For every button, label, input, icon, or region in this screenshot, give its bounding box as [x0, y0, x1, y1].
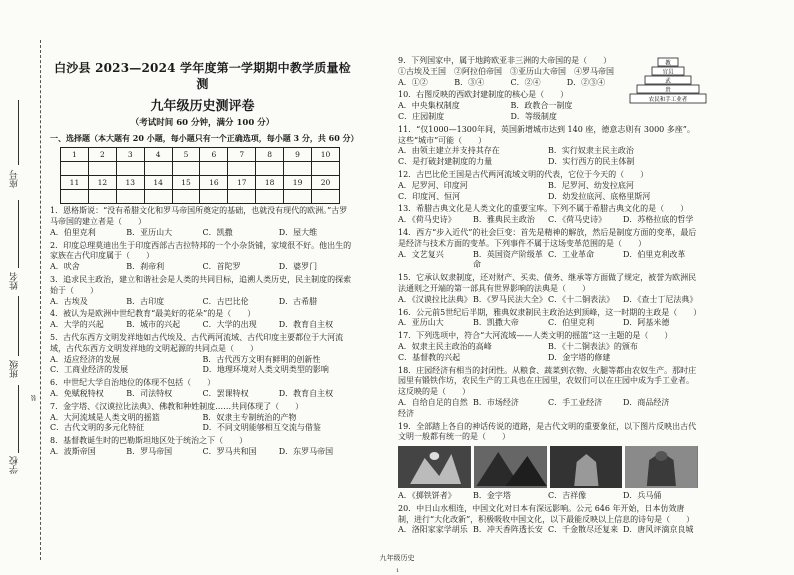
option: D．地理环境对人类文明类型的影响 — [202, 365, 329, 375]
answer-box[interactable] — [61, 190, 89, 204]
exam-meta: （考试时间 60 分钟，满分 100 分） — [130, 117, 275, 128]
answer-box[interactable] — [228, 162, 256, 176]
name-line — [18, 200, 19, 268]
option: D．《查士丁尼法典》 — [623, 294, 698, 304]
question-17 — [398, 331, 698, 363]
question-stem: 8．基督教诞生时的巴勒斯坦地区处于统治之下（ ） — [50, 436, 248, 446]
page-footer: 九年级历史 — [379, 554, 415, 562]
question-options — [398, 250, 698, 272]
answer-box[interactable] — [88, 162, 116, 176]
option: C．《十二铜表法》 — [548, 294, 615, 304]
question-options — [50, 389, 355, 400]
option: A．自给自足的自然经济 — [398, 397, 468, 418]
question-stem: 19．全部踏上各自的神话传说的道路，是古代文明的重要象征，以下图片反映出古代文明一般都有统一的是（ ） — [398, 421, 697, 442]
grid-cell: 17 — [228, 176, 256, 190]
option: C．②④ — [510, 77, 541, 87]
option: A．亚历山大 — [398, 318, 444, 328]
question-options — [398, 525, 698, 536]
option: A．免赋税特权 — [50, 388, 104, 398]
seat-line — [18, 100, 19, 165]
grid-number-row-1 — [61, 148, 340, 162]
option: A．①② — [398, 77, 428, 87]
option: D．苏格拉底的哲学 — [623, 215, 694, 225]
option: A．《汉谟拉比法典》 — [398, 294, 472, 304]
answer-box[interactable] — [88, 190, 116, 204]
right-column — [398, 54, 702, 536]
option: D．兵马俑 — [623, 491, 662, 501]
grid-cell: 5 — [172, 148, 200, 162]
answer-box[interactable] — [312, 190, 340, 204]
grid-cell: 4 — [144, 148, 172, 162]
grid-cell: 3 — [116, 148, 144, 162]
answer-grid — [60, 147, 340, 204]
exam-title: 白沙县 2023—2024 学年度第一学期期中教学质量检测 — [54, 61, 351, 92]
question-stem: 18．庄园经济有相当的封闭性。从粮食、蔬菜到衣物、火腿等都由农奴生产。那时庄园里有锻铁作坊，农民生产的工具也在庄园里，农奴们可以在庄园中成为手工业者。这反映的是（ ） — [398, 365, 697, 397]
question-6 — [50, 378, 355, 400]
question-3 — [50, 275, 355, 307]
question-2 — [50, 241, 355, 273]
answer-box[interactable] — [256, 190, 284, 204]
left-column — [50, 60, 359, 458]
option: D．阿基米德 — [623, 318, 670, 328]
question-16 — [398, 307, 702, 330]
option: A．尼罗河、印度河 — [398, 180, 468, 190]
answer-box[interactable] — [172, 162, 200, 176]
question-14 — [398, 228, 698, 271]
question-12 — [398, 170, 698, 202]
question-options — [398, 342, 698, 364]
question-options — [50, 262, 355, 273]
statue-image — [550, 446, 623, 488]
option: D．教育自主权 — [278, 388, 334, 398]
option: B．罗马帝国 — [126, 446, 173, 456]
question-options — [50, 447, 355, 458]
grid-cell: 1 — [61, 148, 89, 162]
question-10 — [398, 90, 623, 122]
grid-answer-row-2 — [61, 190, 340, 204]
option: B．政教合一制度 — [510, 101, 573, 111]
question-stem: 11．“仅1000—1300年间，英国新增城市达到 140 座，德意志则有 3000 多座”。这些“城市”可能（ ） — [398, 124, 695, 145]
option: B．奴隶主专制统治的产物 — [202, 412, 297, 422]
grid-cell: 10 — [312, 148, 340, 162]
option: D．唐风评滴京良城 — [623, 525, 694, 535]
answer-box[interactable] — [172, 190, 200, 204]
question-stem: 12．古巴比伦王国是古代两河流域文明的代表，它位于今天的（ ） — [398, 169, 649, 179]
question-19 — [398, 422, 698, 502]
option: B．市场经济 — [473, 397, 519, 407]
question-18 — [398, 366, 698, 420]
option: D．等级制度 — [510, 111, 557, 121]
pyramid-level-3: 武 — [665, 78, 671, 85]
question-8 — [50, 436, 355, 458]
answer-box[interactable] — [61, 162, 89, 176]
pyramid-level-2: 官员 — [662, 69, 674, 76]
binding-dashed-line — [40, 40, 41, 560]
grid-cell: 18 — [256, 176, 284, 190]
question-options — [398, 215, 698, 226]
question-19-images — [398, 446, 698, 488]
option: A．古埃及 — [50, 296, 88, 306]
option: B．司法特权 — [126, 388, 173, 398]
option: A．《荷马史诗》 — [398, 215, 456, 225]
pyramid-level-1: 教 — [665, 60, 671, 67]
question-7 — [50, 402, 355, 434]
option: B．实行奴隶主民主政治 — [548, 146, 634, 156]
option: C．罗马共和国 — [202, 446, 257, 456]
answer-box[interactable] — [144, 190, 172, 204]
option: B．金字塔 — [473, 491, 511, 501]
option: B．《十二铜表法》的颁布 — [548, 341, 638, 351]
option: A．由领主建立并支持其存在 — [398, 146, 500, 156]
question-subline: ①古埃及王国 ②阿拉伯帝国 ③亚历山大帝国 ④罗马帝国 — [398, 66, 614, 76]
question-stem: 13．希腊古典文化是人类文化的重要宝库。下列不属于希腊古典文化的是（ ） — [398, 204, 689, 214]
question-stem: 3．追求民主政治，建立和谐社会是人类的共同目标，追溯人类历史，民主制度的探索始于（ ） — [50, 274, 352, 295]
answer-box[interactable] — [200, 190, 228, 204]
question-stem: 14．西方“步入近代”的社会巨变：首先是精神的解放，然后是制度方面的变革，最后是经济与技术方面的变革。下列事件不属于这场变革范围的是（ ） — [398, 227, 697, 248]
question-stem: 17．下列选项中，符合“大河流域——人类文明的摇篮”这一主题的是（ ） — [398, 331, 673, 341]
grid-cell: 16 — [200, 176, 228, 190]
question-stem: 9．下列国家中，属于地跨欧亚非三洲的大帝国的是（ ） — [398, 56, 612, 65]
seat-label: 座号 — [10, 170, 20, 188]
grid-cell: 9 — [284, 148, 312, 162]
grid-cell: 19 — [284, 176, 312, 190]
option: A．波斯帝国 — [50, 446, 96, 456]
option: B．凯撒大帝 — [473, 318, 519, 328]
option: B．尼罗河、幼发拉底河 — [548, 180, 634, 190]
question-stem: 1．恩格斯说：“没有希腊文化和罗马帝国所奠定的基础，也就没有现代的欧洲。”古罗马帝国的建立者是（ ） — [50, 206, 348, 226]
option: C．工业革命 — [548, 249, 595, 259]
option: D．不同文明能够相互交流与借鉴 — [202, 423, 321, 433]
question-5 — [50, 333, 355, 376]
question-stem: 6．中世纪大学自治地位的体现不包括（ ） — [50, 378, 216, 388]
answer-box[interactable] — [284, 190, 312, 204]
question-stem: 4．被认为是欧洲中世纪教育“最美好的花朵”的是（ ） — [50, 309, 256, 319]
question-options — [50, 228, 355, 239]
grid-cell: 15 — [172, 176, 200, 190]
option: D．教育自主权 — [278, 320, 334, 330]
option: C．大学的出现 — [202, 320, 257, 330]
class-line — [18, 296, 19, 356]
question-stem: 5．古代东西方文明发祥地如古代埃及、古代两河流域、古代印度主要都位于大河流域，古代东西方文明发祥地的文明起源的共同点是（ ） — [50, 332, 344, 353]
page-number: 1 — [396, 568, 400, 574]
option: B．《罗马民法大全》 — [473, 294, 547, 304]
option: D．屋大维 — [278, 227, 318, 237]
question-stem: 7．金字塔、《汉谟拉比法典》、佛教和种姓制度……共同体现了（ ） — [50, 401, 304, 411]
question-options — [50, 413, 355, 435]
option: B．刹帝利 — [126, 262, 165, 272]
answer-box[interactable] — [228, 190, 256, 204]
option: A．奴隶主民主政治的高峰 — [398, 341, 492, 351]
option: C．工商业经济的发展 — [50, 365, 129, 375]
question-options — [50, 355, 355, 377]
option: D．金字塔的修建 — [548, 352, 611, 362]
option: A．文艺复兴 — [398, 249, 444, 259]
option: C．庄园制度 — [398, 111, 445, 121]
answer-box[interactable] — [116, 190, 144, 204]
question-options — [50, 320, 355, 331]
option: C．吉祥像 — [548, 491, 587, 501]
discus-thrower-image — [398, 446, 471, 488]
section-heading: 一、选择题（本大题有 20 小题，每小题只有一个正确选项，每小题 3 分，共 60 分） — [50, 133, 359, 144]
option: D．②③④ — [566, 77, 606, 87]
grid-cell: 6 — [200, 148, 228, 162]
pyramid-level-4: 贵 — [665, 87, 671, 94]
option: D．幼发拉底河、底格里斯河 — [548, 191, 651, 201]
question-options — [398, 491, 698, 502]
question-options — [398, 295, 698, 306]
exam-subtitle: 九年级历史测评卷 — [150, 99, 255, 115]
option: D．商品经济 — [623, 397, 670, 407]
option: D．古希腊 — [278, 296, 318, 306]
question-4 — [50, 309, 355, 331]
option: A．伯里克利 — [50, 227, 96, 237]
grid-cell: 13 — [116, 176, 144, 190]
option: A．大学的兴起 — [50, 320, 104, 330]
option: B．冲天香阵透长安 — [473, 525, 543, 535]
question-options — [398, 181, 698, 203]
binding-margin — [0, 0, 46, 575]
option: A．大河流域是人类文明的摇篮 — [50, 412, 160, 422]
grid-cell: 8 — [256, 148, 284, 162]
option: C．印度河、恒河 — [398, 191, 461, 201]
option: C．古代文明的多元化特征 — [50, 423, 145, 433]
class-label: 班级 — [10, 360, 20, 378]
question-20 — [398, 504, 698, 536]
terracotta-warriors-image — [625, 446, 698, 488]
answer-box[interactable] — [284, 162, 312, 176]
option: C．伯里克利 — [548, 318, 595, 328]
grid-cell: 11 — [61, 176, 89, 190]
pyramid-level-5: 农民和手工业者 — [648, 97, 688, 103]
question-options — [398, 398, 698, 420]
question-1 — [50, 206, 355, 238]
question-options — [398, 101, 623, 123]
name-label: 姓名 — [10, 272, 20, 290]
option: D．东罗马帝国 — [278, 446, 334, 456]
grid-cell: 14 — [144, 176, 172, 190]
question-13 — [398, 204, 698, 226]
option: A．吠舍 — [50, 262, 80, 272]
answer-box[interactable] — [200, 162, 228, 176]
option: D．实行西方的民主体制 — [548, 157, 635, 167]
grid-cell: 20 — [312, 176, 340, 190]
grid-cell: 7 — [228, 148, 256, 162]
option: C．凯撒 — [202, 227, 233, 237]
option: C．罢课特权 — [202, 388, 249, 398]
option: B．城市的兴起 — [126, 320, 181, 330]
option: D．婆罗门 — [278, 262, 318, 272]
option: B．英国资产阶级革命 — [473, 249, 543, 270]
option: C．《荷马史诗》 — [548, 215, 607, 225]
school-line — [18, 385, 19, 453]
question-options — [398, 146, 698, 168]
option: A．洛阳家家学胡乐 — [398, 525, 468, 535]
question-11 — [398, 125, 698, 168]
option: C．基督教的兴起 — [398, 352, 461, 362]
option: C．手工业经济 — [548, 397, 603, 407]
option: A．中央集权制度 — [398, 101, 460, 111]
question-options — [398, 78, 623, 89]
grid-cell: 2 — [88, 148, 116, 162]
question-options — [50, 297, 355, 308]
option: B．雅典民主政治 — [473, 215, 535, 225]
answer-box[interactable] — [144, 162, 172, 176]
school-label: 学校 — [10, 456, 20, 474]
grid-number-row-2 — [61, 176, 340, 190]
grid-answer-row-1 — [61, 162, 340, 176]
question-options — [398, 318, 698, 329]
answer-box[interactable] — [312, 162, 340, 176]
question-stem: 2．印度总理莫迪出生于印度西部古吉拉特邦的一个小杂货铺，家境很不好。他出生的家族在古代印度属于（ ） — [50, 240, 352, 261]
question-9 — [398, 56, 623, 88]
option: C．是打破封建制度的力量 — [398, 157, 493, 167]
option: B．③④ — [454, 77, 485, 87]
option: B．古印度 — [126, 296, 165, 306]
option: C．古巴比伦 — [202, 296, 249, 306]
option: D．伯里克利改革 — [623, 249, 686, 259]
option: B．古代西方文明有鲜明的创新性 — [202, 354, 321, 364]
answer-box[interactable] — [256, 162, 284, 176]
option: B．亚历山大 — [126, 227, 173, 237]
question-stem: 15．它承认奴隶制度，还对财产、买卖、债务、继承等方面做了规定，被誉为欧洲民法通则之开端的第一部具有世界影响的法典是（ ） — [398, 273, 697, 293]
grid-cell: 12 — [88, 176, 116, 190]
question-stem: 20．中日山水相连，中国文化对日本有深远影响。公元 646 年开始，日本仿效唐制，进行“大化改新”，积极吸收中国文化，以下最能反映以上信息的诗句是（ ） — [398, 503, 695, 524]
option: C．千金散尽还复来 — [548, 525, 619, 535]
pyramid-image — [474, 446, 547, 488]
question-15 — [398, 273, 698, 305]
option: C．首陀罗 — [202, 262, 241, 272]
answer-box[interactable] — [116, 162, 144, 176]
question-stem: 10．右图反映的西欧封建制度的核心是（ ） — [398, 90, 569, 100]
option: A．适应经济的发展 — [50, 354, 120, 364]
question-stem: 16．公元前5世纪后半期，雅典奴隶制民主政治达到顶峰，这一时期的主政是（ ） — [398, 307, 702, 317]
option: A．《掷铁饼者》 — [398, 491, 456, 501]
seal-text: 装 — [31, 395, 38, 401]
